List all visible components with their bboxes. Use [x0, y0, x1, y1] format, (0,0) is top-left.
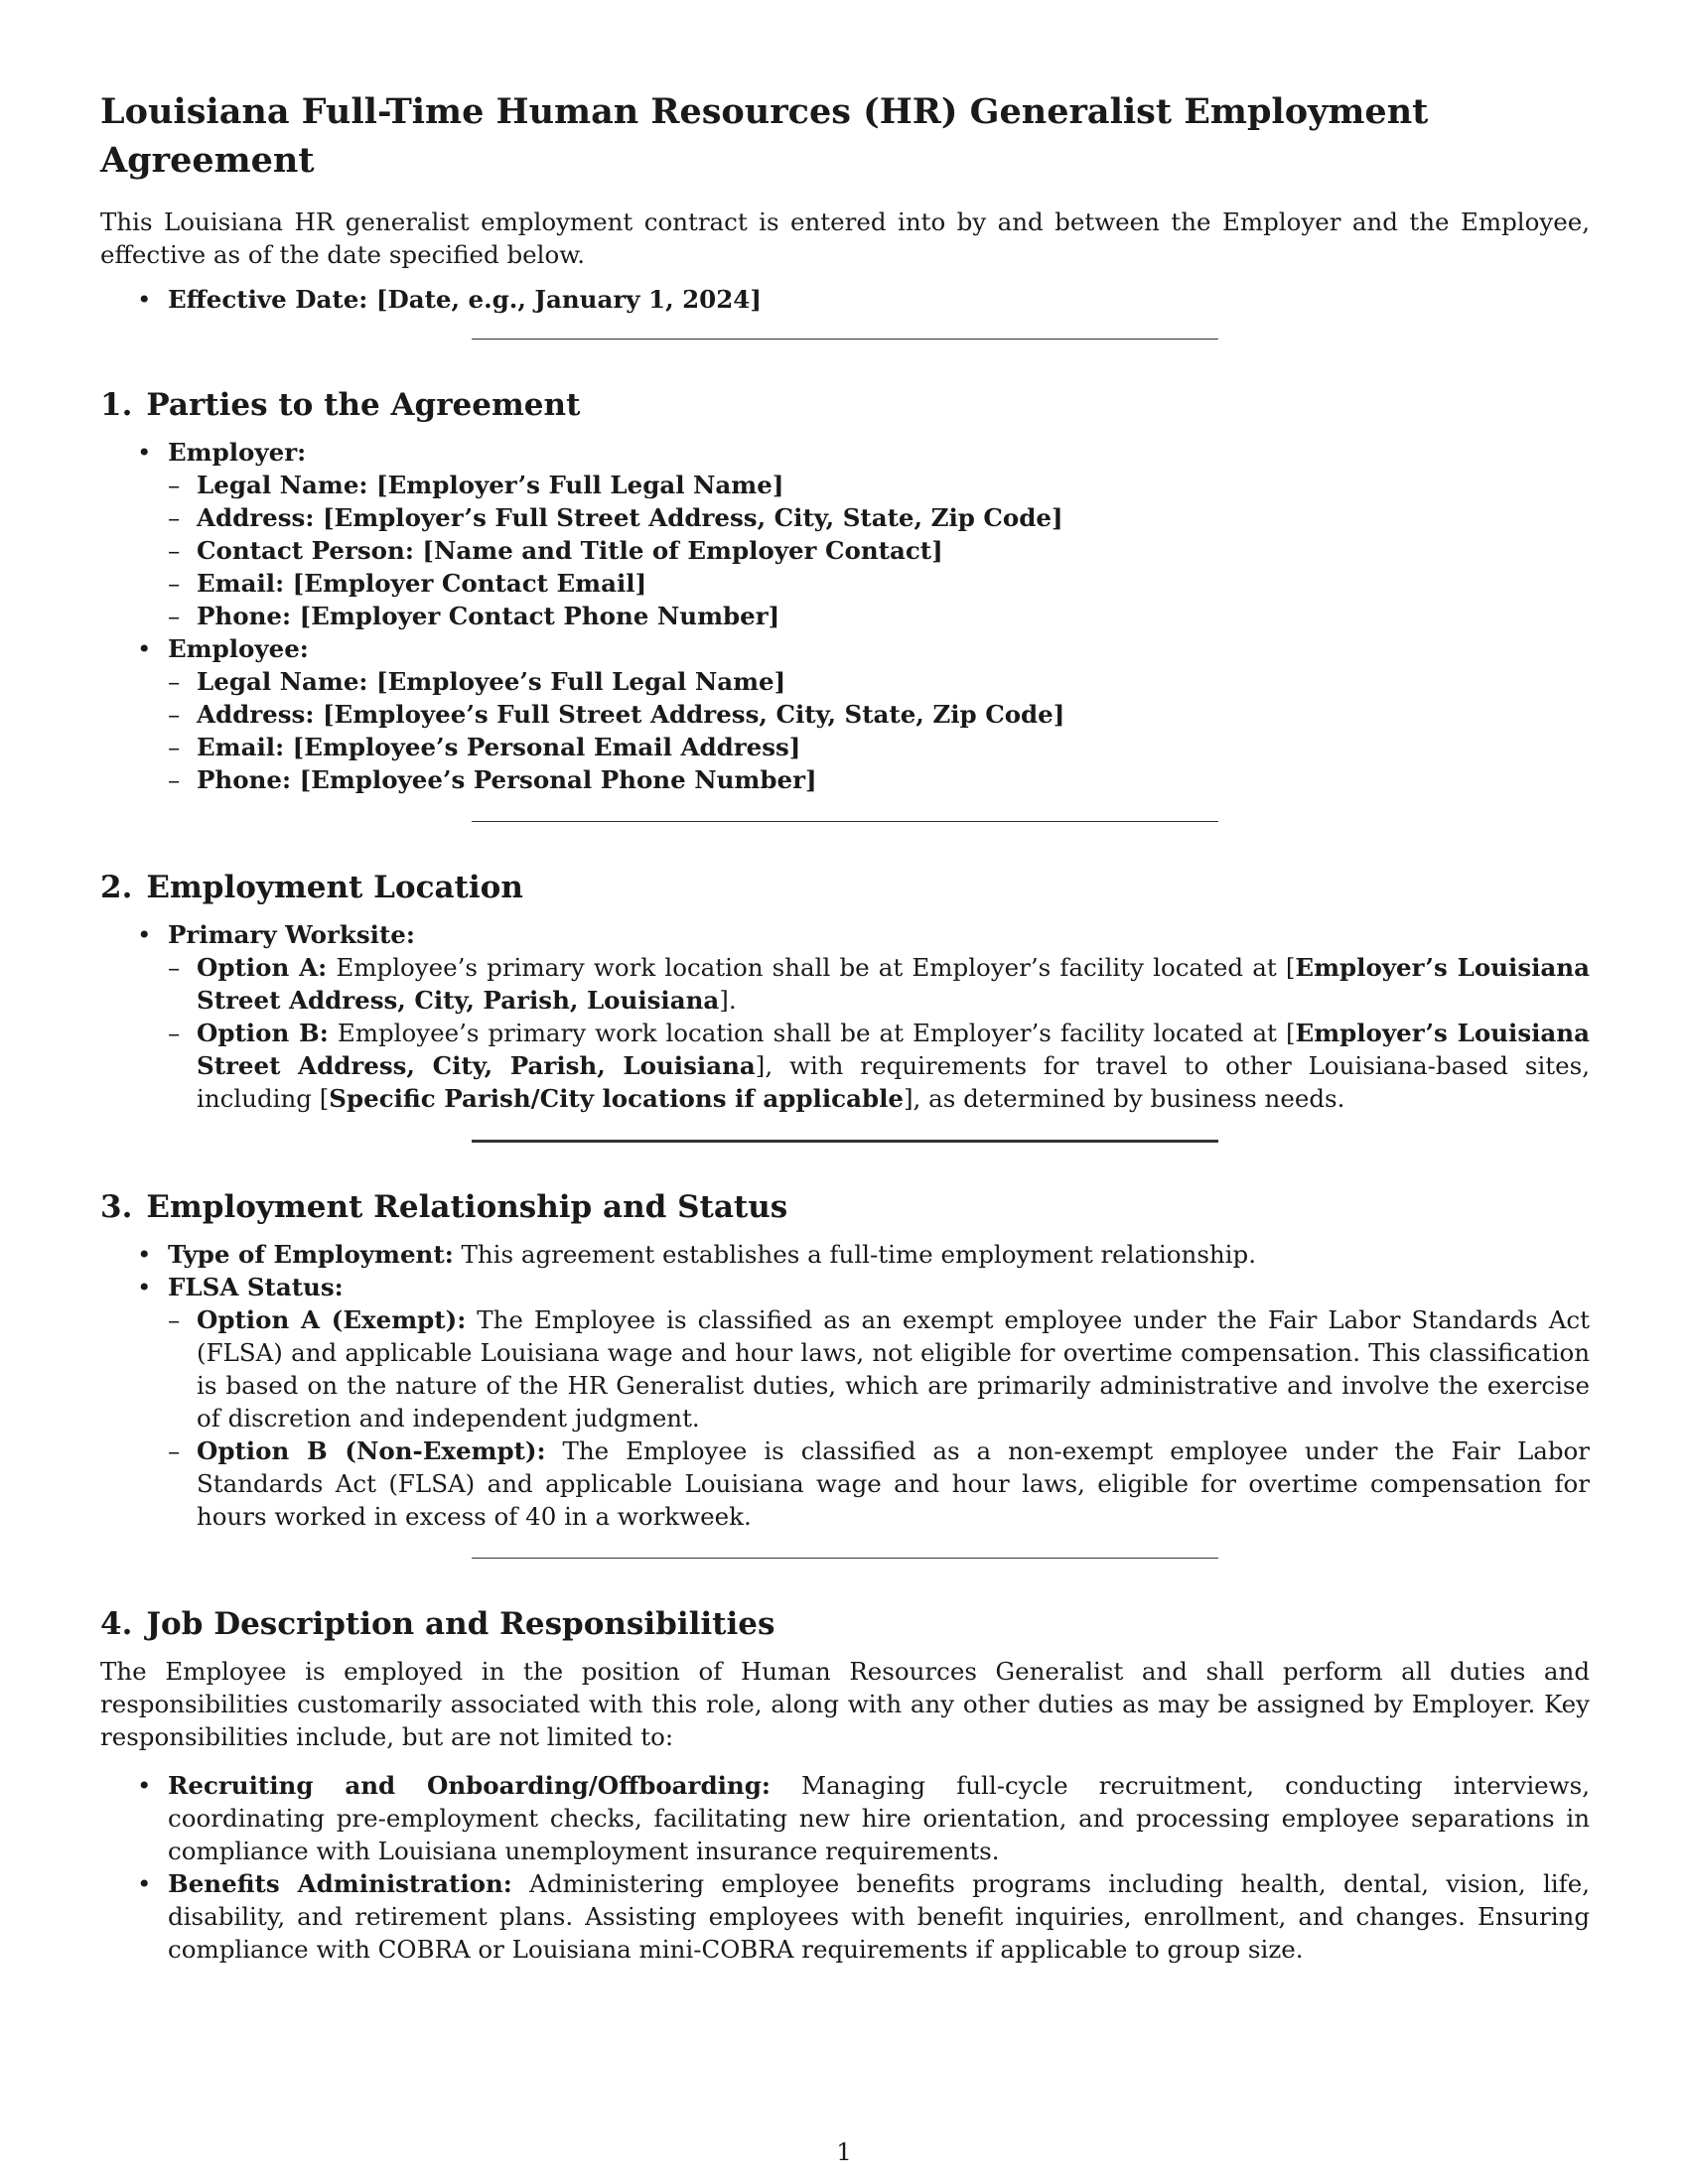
flsa-status-item [100, 1271, 1590, 1533]
employee-fields [168, 665, 1590, 796]
flsa-option-b: – Option B (Non-Exempt): The Employee is classified as a non-exempt employee under the Fair Labor Standards Act (FLSA) and applicable Louisiana wage and hour laws, eligible for overtime compensation for hours worked in excess of 40 in a workweek. [168, 1434, 1590, 1533]
section-3-title: Employment Relationship and Status [146, 1189, 788, 1225]
employee-item [100, 632, 1590, 796]
location-option-b: – Option B: Employee’s primary work location shall be at Employer’s facility located at [Employer’s Louisiana Street Address, City, Parish, Louisiana], with requirements for travel to other Louisiana-based sites, including [Specific Parish/City locations if applicable], as determined by business needs. [168, 1017, 1590, 1115]
section-divider [472, 821, 1218, 822]
section-1-heading [100, 384, 1590, 426]
section-1-number: 1. [100, 387, 133, 423]
section-divider [472, 1558, 1218, 1559]
location-option-a: – Option A: Employee’s primary work location shall be at Employer’s facility located at [Employer’s Louisiana Street Address, City, Parish, Louisiana]. [168, 951, 1590, 1017]
employer-label: Employer: [168, 438, 307, 467]
primary-worksite-item [100, 918, 1590, 1115]
worksite-options [168, 951, 1590, 1115]
flsa-status-label: FLSA Status: [168, 1273, 344, 1301]
page-number: 1 [836, 2137, 852, 2166]
employer-phone: – Phone: [Employer Contact Phone Number] [168, 600, 1590, 632]
section-2-number: 2. [100, 870, 133, 905]
document-body [100, 87, 1590, 1966]
employer-contact-person: – Contact Person: [Name and Title of Employer Contact] [168, 534, 1590, 567]
parties-list [100, 436, 1590, 796]
document-title: Louisiana Full-Time Human Resources (HR) Generalist Employment Agreement [100, 91, 1429, 181]
effective-date-value: [Date, e.g., January 1, 2024] [375, 285, 762, 314]
primary-worksite-label: Primary Worksite: [168, 920, 415, 949]
employer-address: – Address: [Employer’s Full Street Address, City, State, Zip Code] [168, 501, 1590, 534]
section-divider [472, 339, 1218, 340]
job-description-paragraph: The Employee is employed in the position of Human Resources Generalist and shall perform all duties and responsibilities customarily associated with this role, along with any other duties as may be assigned by Employer. Key responsibilities include, but are not limited to: [100, 1657, 1590, 1751]
effective-date-label: Effective Date: [168, 285, 368, 314]
employment-type-item: • Type of Employment: This agreement establishes a full-time employment relationship. [100, 1238, 1590, 1271]
responsibilities-list [100, 1769, 1590, 1966]
section-4-heading [100, 1603, 1590, 1645]
section-2-title: Employment Location [146, 870, 523, 905]
section-divider [472, 1140, 1218, 1143]
section-4-title: Job Description and Responsibilities [146, 1606, 775, 1642]
employee-label: Employee: [168, 634, 309, 663]
employer-item [100, 436, 1590, 632]
responsibility-item: • Benefits Administration: Administering employee benefits programs including health, dental, vision, life, disability, and retirement plans. Assisting employees with benefit inquiries, enrollment, and changes. Ensuring compliance with COBRA or Louisiana mini-COBRA requirements if applicable to group size. [100, 1867, 1590, 1966]
intro-paragraph: This Louisiana HR generalist employment contract is entered into by and between the Employer and the Employee, effective as of the date specified below. [100, 207, 1590, 269]
employer-email: – Email: [Employer Contact Email] [168, 567, 1590, 600]
section-2-heading [100, 867, 1590, 908]
section-3-number: 3. [100, 1189, 133, 1225]
section-4-number: 4. [100, 1606, 133, 1642]
employer-fields [168, 469, 1590, 632]
section-3-heading [100, 1186, 1590, 1228]
location-list [100, 918, 1590, 1115]
employee-legal-name: – Legal Name: [Employee’s Full Legal Name] [168, 665, 1590, 698]
effective-date-list [100, 283, 1590, 316]
employee-address: – Address: [Employee’s Full Street Address, City, State, Zip Code] [168, 698, 1590, 731]
section-1-title: Parties to the Agreement [146, 387, 581, 423]
relationship-list [100, 1238, 1590, 1533]
responsibility-item: • Recruiting and Onboarding/Offboarding: Managing full-cycle recruitment, conducting interviews, coordinating pre-employment checks, facilitating new hire orientation, and processing employee separations in compliance with Louisiana unemployment insurance requirements. [100, 1769, 1590, 1867]
effective-date-item [100, 283, 1590, 316]
employee-phone: – Phone: [Employee’s Personal Phone Number] [168, 763, 1590, 796]
flsa-option-a: – Option A (Exempt): The Employee is classified as an exempt employee under the Fair Labor Standards Act (FLSA) and applicable Louisiana wage and hour laws, not eligible for overtime compensation. This classification is based on the nature of the HR Generalist duties, which are primarily administrative and involve the exercise of discretion and independent judgment. [168, 1303, 1590, 1434]
employee-email: – Email: [Employee’s Personal Email Address] [168, 731, 1590, 763]
employer-legal-name: – Legal Name: [Employer’s Full Legal Name] [168, 469, 1590, 501]
flsa-options [168, 1303, 1590, 1533]
